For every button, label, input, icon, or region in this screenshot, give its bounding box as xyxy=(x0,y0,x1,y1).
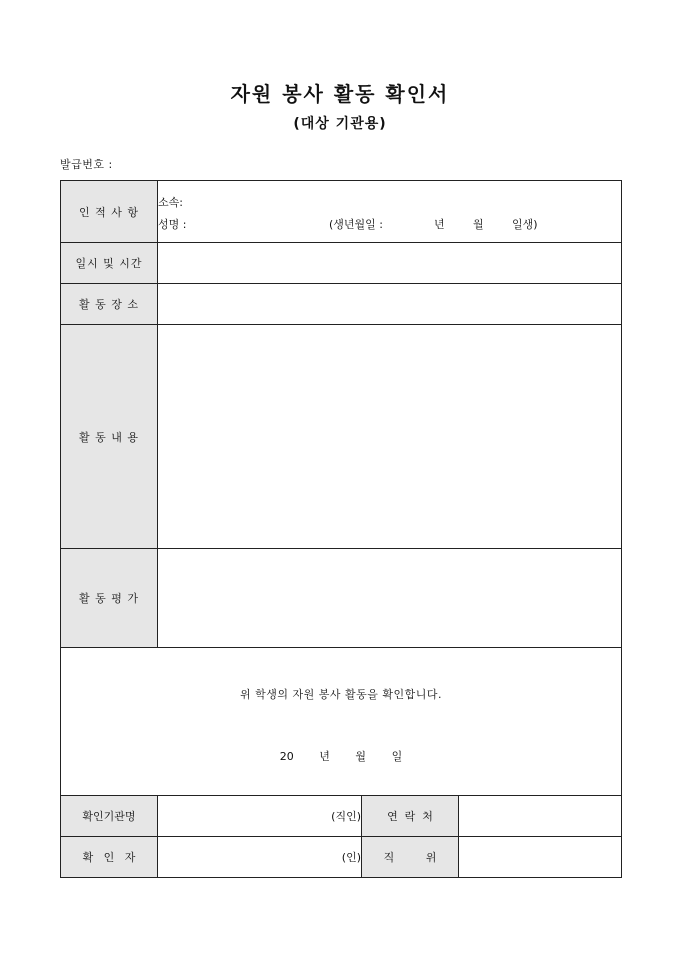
datetime-field[interactable] xyxy=(158,243,622,284)
position-label: 직 위 xyxy=(362,837,459,878)
confirmer-seal-label: (인) xyxy=(341,851,361,864)
date-month-label: 월 xyxy=(355,749,367,763)
document-subtitle: (대상 기관용) xyxy=(293,116,387,132)
place-field[interactable] xyxy=(158,284,622,325)
place-label: 활 동 장 소 xyxy=(61,284,158,325)
confirmation-text: 위 학생의 자원 봉사 활동을 확인합니다. xyxy=(240,687,442,701)
confirmer-field[interactable] xyxy=(158,837,362,878)
evaluation-field[interactable] xyxy=(158,549,622,648)
contact-field[interactable] xyxy=(459,796,622,837)
position-field[interactable] xyxy=(459,837,622,878)
personal-info-label: 인 적 사 항 xyxy=(61,181,158,243)
confirmation-form-table xyxy=(60,180,622,878)
datetime-label: 일시 및 시간 xyxy=(61,243,158,284)
name-label: 성명 : xyxy=(158,217,187,231)
confirmation-date[interactable] xyxy=(61,748,621,764)
birth-day-label: 일생) xyxy=(512,217,538,231)
content-label: 활 동 내 용 xyxy=(61,325,158,549)
affiliation-label: 소속: xyxy=(158,195,183,209)
content-field[interactable] xyxy=(158,325,622,549)
birth-label: (생년월일 : xyxy=(329,217,383,231)
document-title: 자원 봉사 활동 확인서 xyxy=(230,82,450,106)
date-year-label: 년 xyxy=(319,749,330,763)
contact-label: 연 락 처 xyxy=(362,796,459,837)
confirmation-box xyxy=(61,648,622,796)
org-name-label: 확인기관명 xyxy=(61,796,158,837)
org-seal-label: (직인) xyxy=(331,810,361,823)
evaluation-label: 활 동 평 가 xyxy=(61,549,158,648)
date-prefix: 20 xyxy=(279,749,294,763)
birth-month-label: 월 xyxy=(473,217,484,231)
org-name-field[interactable] xyxy=(158,796,362,837)
birth-year-label: 년 xyxy=(434,217,445,231)
confirmer-label: 확 인 자 xyxy=(61,837,158,878)
issue-number-label: 발급번호 : xyxy=(60,158,113,171)
date-day-label: 일 xyxy=(391,749,403,763)
personal-info-field[interactable] xyxy=(158,181,622,243)
